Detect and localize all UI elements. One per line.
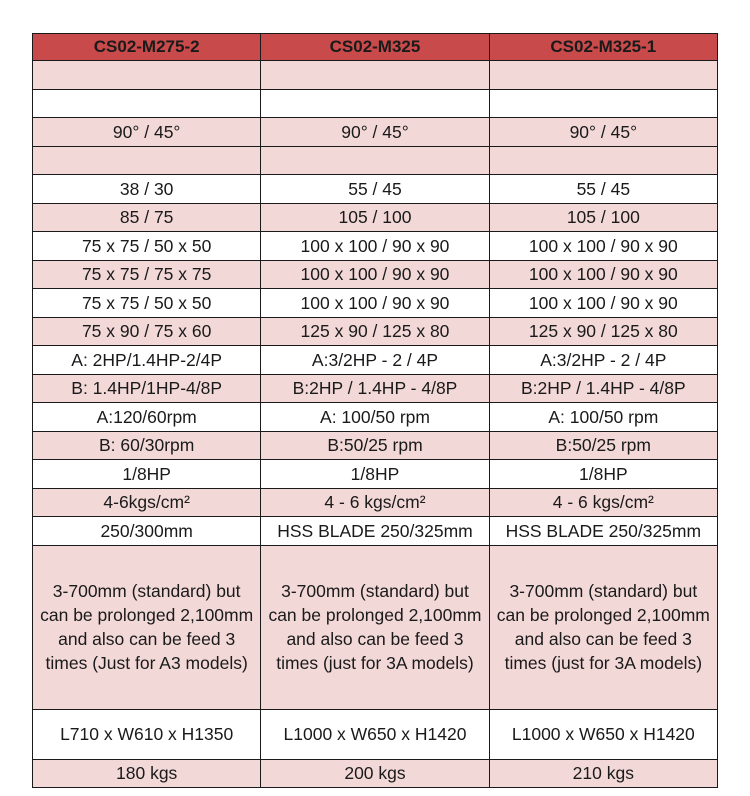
table-cell: 75 x 75 / 50 x 50 [33,232,261,261]
table-cell: 3-700mm (standard) but can be prolonged 2,100mm and also can be feed 3 times (Just for A3 models) [33,545,261,709]
table-cell: 100 x 100 / 90 x 90 [489,232,717,261]
table-cell: 75 x 75 / 75 x 75 [33,260,261,289]
table-cell [489,146,717,175]
table-cell: L1000 x W650 x H1420 [261,709,489,759]
table-cell: 4 - 6 kgs/cm² [261,488,489,517]
table-row [33,118,718,147]
table-cell [489,89,717,118]
table-cell: 200 kgs [261,759,489,788]
table-cell: 125 x 90 / 125 x 80 [261,317,489,346]
table-cell: 1/8HP [33,460,261,489]
table-cell: 75 x 75 / 50 x 50 [33,289,261,318]
table-cell: 4-6kgs/cm² [33,488,261,517]
header-cell-model-1: CS02-M275-2 [33,34,261,61]
table-row [33,517,718,546]
table-cell: A:120/60rpm [33,403,261,432]
table-cell: 100 x 100 / 90 x 90 [489,260,717,289]
table-cell: HSS BLADE 250/325mm [489,517,717,546]
table-cell [489,61,717,90]
table-row [33,545,718,709]
table-cell: A: 100/50 rpm [261,403,489,432]
table-row [33,759,718,788]
table-cell [261,61,489,90]
table-cell [33,146,261,175]
table-cell: 3-700mm (standard) but can be prolonged 2,100mm and also can be feed 3 times (just for 3A models) [261,545,489,709]
table-row [33,175,718,204]
table-cell: 38 / 30 [33,175,261,204]
table-row [33,61,718,90]
table-row [33,232,718,261]
table-cell: 3-700mm (standard) but can be prolonged 2,100mm and also can be feed 3 times (just for 3A models) [489,545,717,709]
table-cell: B: 60/30rpm [33,431,261,460]
table-cell: B:2HP / 1.4HP - 4/8P [489,374,717,403]
table-row [33,346,718,375]
table-cell: 100 x 100 / 90 x 90 [261,232,489,261]
table-cell: B:2HP / 1.4HP - 4/8P [261,374,489,403]
table-cell: B:50/25 rpm [261,431,489,460]
table-cell: 180 kgs [33,759,261,788]
table-cell: 125 x 90 / 125 x 80 [489,317,717,346]
table-cell: 55 / 45 [261,175,489,204]
spec-body [33,61,718,788]
table-cell: A:3/2HP - 2 / 4P [261,346,489,375]
table-cell: A: 100/50 rpm [489,403,717,432]
table-cell: 105 / 100 [261,203,489,232]
table-row [33,203,718,232]
table-cell: A:3/2HP - 2 / 4P [489,346,717,375]
table-cell: 250/300mm [33,517,261,546]
table-cell: 75 x 90 / 75 x 60 [33,317,261,346]
table-row [33,260,718,289]
table-row [33,488,718,517]
table-row [33,146,718,175]
table-cell: L1000 x W650 x H1420 [489,709,717,759]
table-cell: B: 1.4HP/1HP-4/8P [33,374,261,403]
table-cell: B:50/25 rpm [489,431,717,460]
table-cell: HSS BLADE 250/325mm [261,517,489,546]
spec-table [32,33,718,788]
header-cell-model-2: CS02-M325 [261,34,489,61]
table-row [33,89,718,118]
table-cell: A: 2HP/1.4HP-2/4P [33,346,261,375]
table-cell: 100 x 100 / 90 x 90 [261,289,489,318]
table-cell: 90° / 45° [489,118,717,147]
table-row [33,289,718,318]
table-cell: 55 / 45 [489,175,717,204]
table-cell: 90° / 45° [33,118,261,147]
table-cell: 100 x 100 / 90 x 90 [261,260,489,289]
table-row [33,460,718,489]
table-row [33,431,718,460]
table-cell: 1/8HP [489,460,717,489]
table-cell [33,89,261,118]
header-row [33,34,718,61]
table-cell: 210 kgs [489,759,717,788]
table-cell: 90° / 45° [261,118,489,147]
table-cell: 4 - 6 kgs/cm² [489,488,717,517]
table-cell: 100 x 100 / 90 x 90 [489,289,717,318]
table-cell [33,61,261,90]
header-cell-model-3: CS02-M325-1 [489,34,717,61]
table-row [33,374,718,403]
table-cell: 105 / 100 [489,203,717,232]
table-cell: 1/8HP [261,460,489,489]
table-cell [261,89,489,118]
table-row [33,709,718,759]
table-row [33,403,718,432]
table-cell: L710 x W610 x H1350 [33,709,261,759]
table-cell [261,146,489,175]
table-row [33,317,718,346]
table-cell: 85 / 75 [33,203,261,232]
